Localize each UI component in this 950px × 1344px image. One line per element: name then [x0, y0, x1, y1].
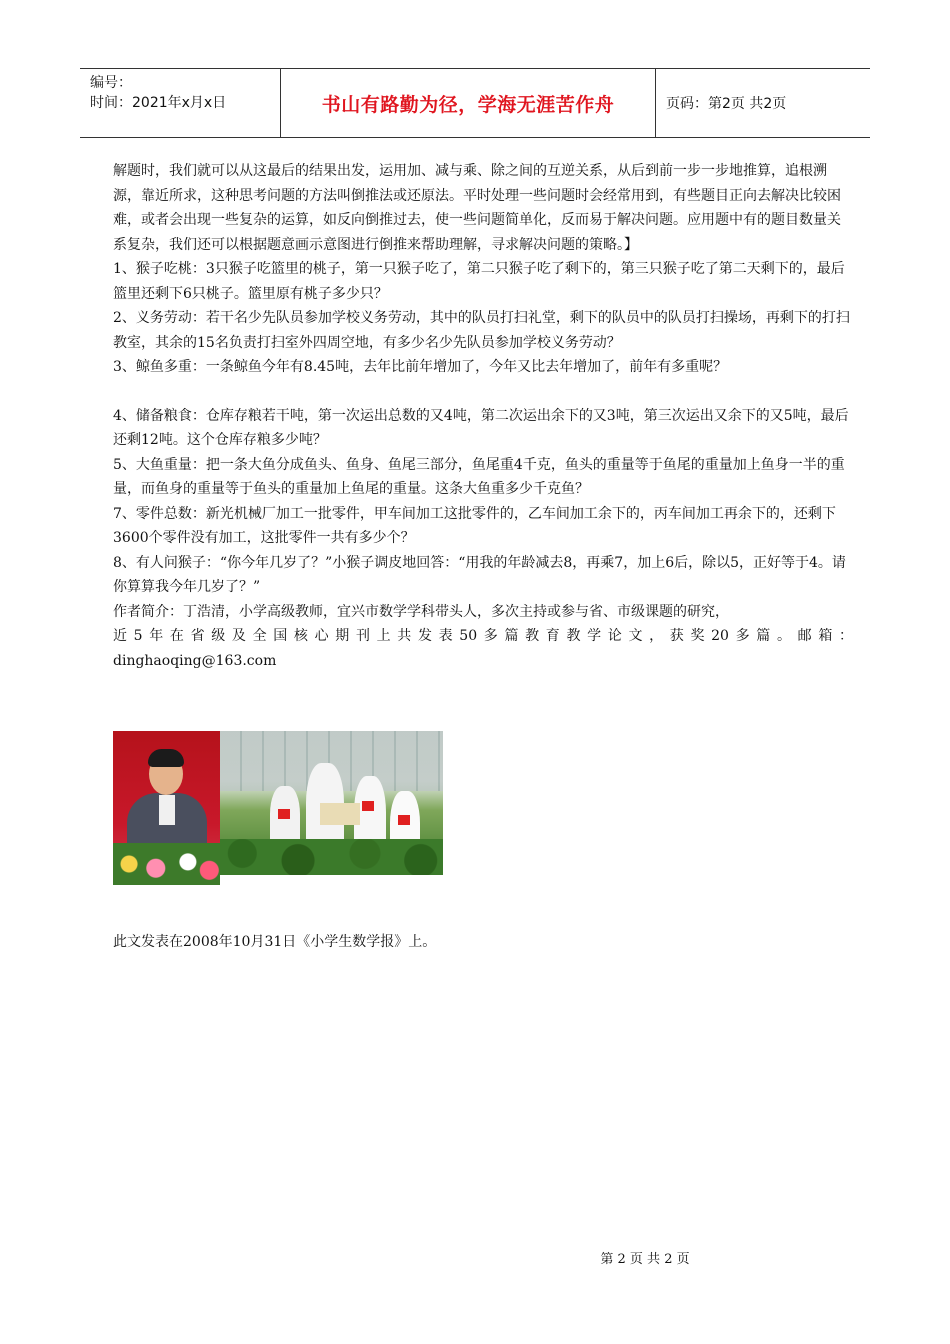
- header-motto: 书山有路勤为径，学海无涯苦作舟: [280, 69, 656, 137]
- author-intro-line-2: 近5年在省级及全国核心期刊上共发表50多篇教育教学论文，获奖20多篇。邮箱：: [113, 628, 853, 644]
- question-8: 8、有人问猴子：“你今年几岁了？”小猴子调皮地回答：“用我的年龄减去8，再乘7，加上6后，除以5，正好等于4。请你算算我今年几岁了？”: [113, 554, 846, 595]
- page-header: [80, 68, 870, 138]
- article-body: [113, 159, 853, 673]
- intro-paragraph: 解题时，我们就可以从这最后的结果出发，运用加、减与乘、除之间的互逆关系，从后到前一步一步地推算，追根溯源，靠近所求，这种思考问题的方法叫倒推法或还原法。平时处理一些问题时会经常用到，有些题目正向去解决比较困难，或者会出现一些复杂的运算，如反向倒推过去，使一些问题简单化，反而易于解决问题。应用题中有的题目数量关系复杂，我们还可以根据题意画示意图进行倒推来帮助理解，寻求解决问题的策略。】: [113, 163, 841, 253]
- question-3: 3、鲸鱼多重：一条鲸鱼今年有8.45吨，去年比前年增加了，今年又比去年增加了，前年有多重呢？: [113, 359, 728, 375]
- author-email: dinghaoqing@163.com: [113, 652, 277, 669]
- publication-note: 此文发表在2008年10月31日《小学生数学报》上。: [113, 934, 437, 950]
- author-portrait-photo: [113, 731, 220, 885]
- page-footer: 第 2 页 共 2 页: [600, 1252, 690, 1267]
- blank-line: [113, 380, 853, 404]
- question-1: 1、猴子吃桃：3只猴子吃篮里的桃子，第一只猴子吃了，第二只猴子吃了剩下的，第三只猴子吃了第二天剩下的，最后篮里还剩下6只桃子。篮里原有桃子多少只？: [113, 261, 845, 302]
- question-5: 5、大鱼重量：把一条大鱼分成鱼头、鱼身、鱼尾三部分，鱼尾重4千克，鱼头的重量等于鱼尾的重量加上鱼身一半的重量，而鱼身的重量等于鱼头的重量加上鱼尾的重量。这条大鱼重多少千克鱼？: [113, 456, 845, 497]
- question-7: 7、零件总数：新光机械厂加工一批零件，甲车间加工这批零件的，乙车间加工余下的，丙车间加工再余下的，还剩下3600个零件没有加工，这批零件一共有多少个？: [113, 505, 836, 546]
- teacher-with-students-photo: [220, 731, 443, 875]
- header-page-label: 页码：第2页 共2页: [666, 96, 787, 112]
- number-label: 编号：: [90, 75, 132, 91]
- author-intro-line-1: 作者简介：丁浩清，小学高级教师，宜兴市数学学科带头人，多次主持或参与省、市级课题的研究，: [113, 603, 729, 620]
- header-meta: [80, 69, 280, 137]
- time-label: 时间：2021年x月x日: [90, 95, 227, 111]
- author-photos: [113, 731, 443, 885]
- question-4: 4、储备粮食：仓库存粮若干吨，第一次运出总数的又4吨，第二次运出余下的又3吨，第三次运出又余下的又5吨，最后还剩12吨。这个仓库存粮多少吨？: [113, 407, 849, 448]
- question-2: 2、义务劳动：若干名少先队员参加学校义务劳动，其中的队员打扫礼堂，剩下的队员中的队员打扫操场，再剩下的打扫教室，其余的15名负责打扫室外四周空地，有多少名少先队员参加学校义务劳动？: [113, 310, 850, 351]
